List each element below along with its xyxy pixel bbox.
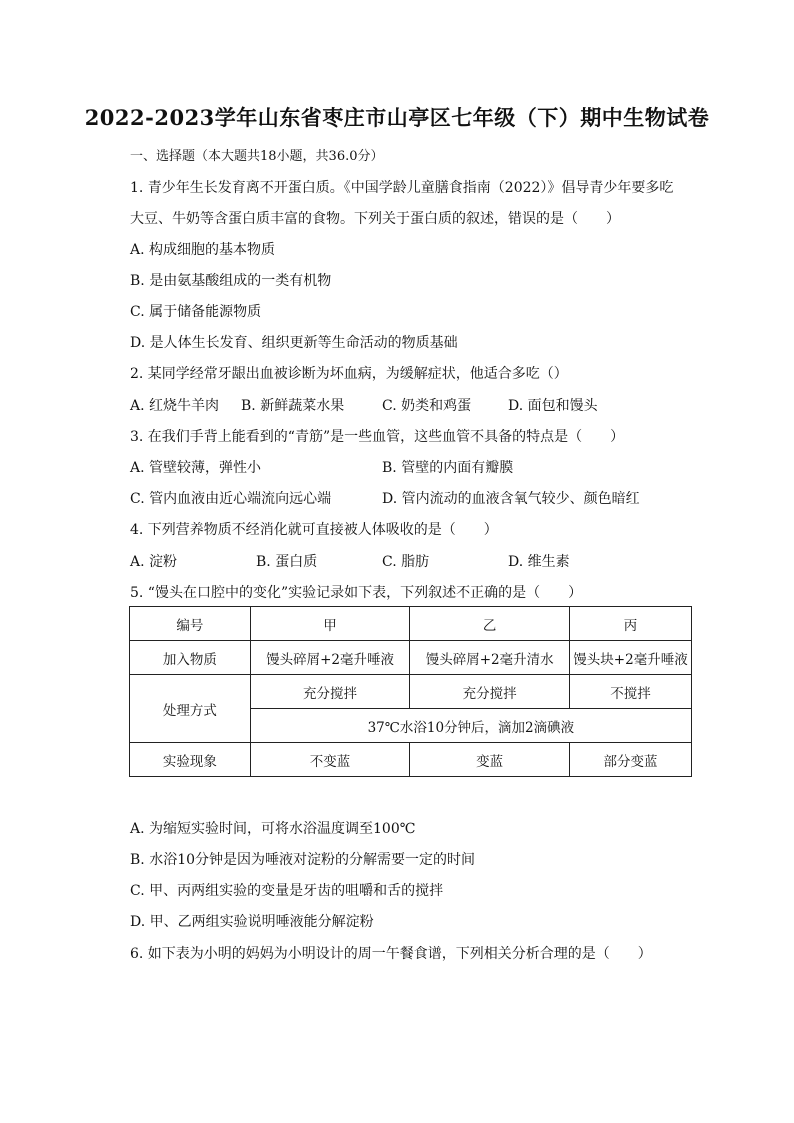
question-1-line-1: 1. 青少年生长发育离不开蛋白质。《中国学龄儿童膳食指南（2022）》倡导青少年要多吃 (130, 180, 674, 196)
table-cell: 部分变蓝 (570, 743, 692, 777)
table-cell: 处理方式 (130, 675, 251, 743)
table-header-cell: 丙 (570, 607, 692, 641)
question-1-option-d: D. 是人体生长发育、组织更新等生命活动的物质基础 (130, 335, 458, 351)
question-1-option-b: B. 是由氨基酸组成的一类有机物 (130, 273, 332, 289)
table-cell: 变蓝 (410, 743, 570, 777)
table-cell: 充分搅拌 (250, 675, 410, 709)
table-cell: 加入物质 (130, 641, 251, 675)
question-2-option-a: A. 红烧牛羊肉 (130, 398, 220, 414)
table-header-cell: 甲 (250, 607, 410, 641)
table-header-cell: 编号 (130, 607, 251, 641)
table-cell: 不变蓝 (250, 743, 410, 777)
question-4-option-d: D. 维生素 (508, 554, 570, 570)
table-cell: 37℃水浴10分钟后，滴加2滴碘液 (250, 709, 691, 743)
section-heading: 一、选择题（本大题共18小题，共36.0分） (130, 149, 384, 164)
table-row (130, 607, 692, 641)
question-1-option-c: C. 属于储备能源物质 (130, 304, 262, 320)
question-5-option-d: D. 甲、乙两组实验说明唾液能分解淀粉 (130, 914, 374, 930)
question-4-option-b: B. 蛋白质 (256, 554, 318, 570)
question-5-option-c: C. 甲、丙两组实验的变量是牙齿的咀嚼和舌的搅拌 (130, 883, 444, 899)
question-2-option-b: B. 新鲜蔬菜水果 (241, 398, 345, 414)
table-cell: 馒头碎屑+2毫升唾液 (250, 641, 410, 675)
question-2-option-c: C. 奶类和鸡蛋 (382, 398, 472, 414)
question-1-option-a: A. 构成细胞的基本物质 (130, 242, 276, 258)
table-cell: 馒头碎屑+2毫升清水 (410, 641, 570, 675)
question-5-line-1: 5. “馒头在口腔中的变化”实验记录如下表，下列叙述不正确的是（ ） (130, 585, 583, 601)
table-header-cell: 乙 (410, 607, 570, 641)
question-3-option-a: A. 管壁较薄，弹性小 (130, 460, 262, 476)
question-1-line-2: 大豆、牛奶等含蛋白质丰富的食物。下列关于蛋白质的叙述，错误的是（ ） (130, 211, 620, 227)
table-cell: 实验现象 (130, 743, 251, 777)
table-cell: 馒头块+2毫升唾液 (570, 641, 692, 675)
question-2-line-1: 2. 某同学经常牙龈出血被诊断为坏血病，为缓解症状，他适合多吃（） (130, 366, 568, 382)
table-row (130, 675, 692, 709)
table-row (130, 743, 692, 777)
question-3-line-1: 3. 在我们手背上能看到的“青筋”是一些血管，这些血管不具备的特点是（ ） (130, 429, 625, 445)
question-3-option-c: C. 管内血液由近心端流向远心端 (130, 491, 332, 507)
table-cell: 充分搅拌 (410, 675, 570, 709)
page-title: 2022-2023学年山东省枣庄市山亭区七年级（下）期中生物试卷 (84, 105, 710, 130)
question-3-option-b: B. 管壁的内面有瓣膜 (382, 460, 514, 476)
question-4-option-c: C. 脂肪 (382, 554, 430, 570)
question-4-option-a: A. 淀粉 (130, 554, 178, 570)
question-3-option-d: D. 管内流动的血液含氧气较少、颜色暗红 (382, 491, 640, 507)
question-5-option-a: A. 为缩短实验时间，可将水浴温度调至100℃ (130, 821, 416, 837)
question-5-option-b: B. 水浴10分钟是因为唾液对淀粉的分解需要一定的时间 (130, 852, 476, 868)
table-row (130, 641, 692, 675)
experiment-table (129, 606, 692, 777)
table-cell: 不搅拌 (570, 675, 692, 709)
question-4-line-1: 4. 下列营养物质不经消化就可直接被人体吸收的是（ ） (130, 522, 498, 538)
question-6-line-1: 6. 如下表为小明的妈妈为小明设计的周一午餐食谱，下列相关分析合理的是（ ） (130, 946, 652, 962)
question-2-option-d: D. 面包和馒头 (508, 398, 598, 414)
